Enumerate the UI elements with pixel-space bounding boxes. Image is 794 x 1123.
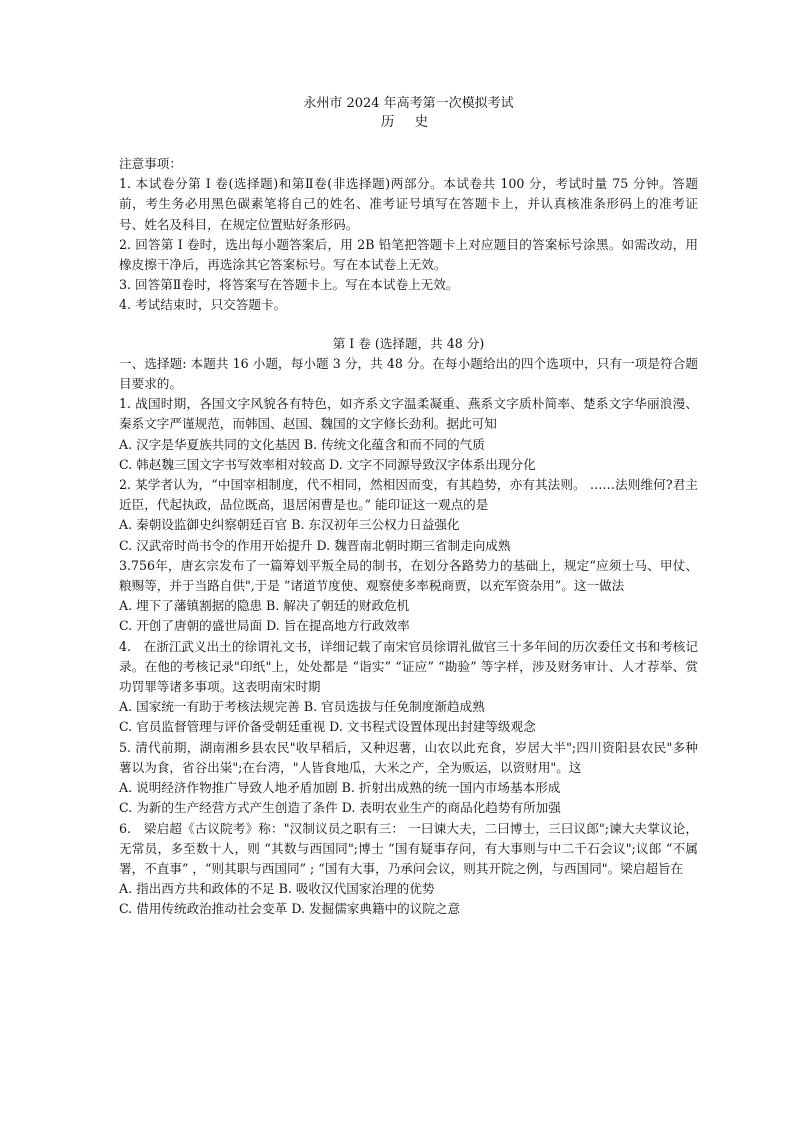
question-options: C. 韩赵魏三国文字书写效率相对较高 D. 文字不同源导致汉字体系出现分化 <box>119 456 536 472</box>
section-instruction: 一、选择题: 本题共 16 小题，每小题 3 分，共 48 分。在每小题给出的四个选项中，只有一项是符合题目要求的。 <box>119 355 698 392</box>
question-6 <box>119 819 698 920</box>
question-options: C. 为新的生产经营方式产生创造了条件 D. 表明农业生产的商品化趋势有所加强 <box>119 800 561 816</box>
question-options: A. 国家统一有助于考核法规完善 B. 官员选拔与任免制度渐趋成熟 <box>119 699 485 715</box>
question-options: A. 指出西方共和政体的不足 B. 吸收汉代国家治理的优势 <box>119 881 435 897</box>
question-2 <box>119 475 698 556</box>
question-stem: 3.756年，唐玄宗发布了一篇筹划平叛全局的制书，在划分各路势力的基础上，规定“应须士马、甲仗、粮赐等，并于当路自供",于是 “诸道节度使、观察使多率税商贾，以充军资杂用”。这一做法 <box>119 557 698 594</box>
question-options: A. 说明经济作物推广导致人地矛盾加剧 B. 折射出成熟的统一国内市场基本形成 <box>119 780 561 796</box>
question-stem: 5. 清代前期，湖南湘乡县农民"收早稻后，又种迟薯，山农以此充食，岁居大半";四川资阳县农民"多种薯以为食，省谷出粜";在台湾，"人皆食地瓜，大米之产，全为贩运，以资财用"。这 <box>119 739 698 775</box>
question-options: A. 埋下了藩镇割据的隐患 B. 解决了朝廷的财政危机 <box>119 598 410 614</box>
notice-item: 2. 回答第 I 卷时，选出每小题答案后，用 2B 铅笔把答题卡上对应题目的答案标号涂黑。如需改动，用橡皮擦干净后，再选涂其它答案标号。写在本试卷上无效。 <box>119 236 698 273</box>
question-4 <box>119 637 698 738</box>
exam-title: 永州市 2024 年高考第一次模拟考试 <box>303 96 514 111</box>
question-options: A. 汉字是华夏族共同的文化基因 B. 传统文化蕴含和而不同的气质 <box>119 436 485 452</box>
question-stem: 6. 梁启超《古议院考》称："汉制议员之职有三： 一曰谏大夫，二曰博士，三曰议郎";谏大夫掌议论，无常员，多至数十人，则 “其数与西国同";博士 “国有疑事存问，有大事则与中二千石会议";议郎 “不属署，不直事” ，“则其职与西国同” ; “国有大事，乃承问会议，则其开院之例，与西国同"。梁启超旨在 <box>119 820 698 876</box>
question-options: C. 开创了唐朝的盛世局面 D. 旨在提高地方行政效率 <box>119 618 410 634</box>
question-options: C. 汉武帝时尚书令的作用开始提升 D. 魏晋南北朝时期三省制走向成熟 <box>119 537 511 553</box>
subject-title: 历 史 <box>380 114 437 130</box>
notice-heading: 注意事项： <box>119 156 182 171</box>
question-stem: 4. 在浙江武义出土的徐谓礼文书，详细记载了南宋官员徐谓礼做官三十多年间的历次委任文书和考核记录。在他的考核记录"印纸"上，处处都是 “诣实” “证应” “勘验” 等字样，涉及财务审计、人才荐举、赏功罚罪等诸多事项。这表明南宋时期 <box>119 638 698 695</box>
question-options: C. 借用传统政治推动社会变革 D. 发掘儒家典籍中的议院之意 <box>119 901 461 917</box>
section-title: 第 I 卷 (选择题，共 48 分) <box>332 335 485 351</box>
question-options: A. 秦朝设监御史纠察朝廷百官 B. 东汉初年三公权力日益强化 <box>119 517 460 533</box>
question-stem: 2. 某学者认为，“中国宰相制度，代不相同，然相因而变，有其趋势，亦有其法则。 ……法则维何?君主近臣，代起执政，品位既高，退居闲曹是也。” 能印证这一观点的是 <box>119 477 698 513</box>
question-1 <box>119 394 698 475</box>
question-stem: 1. 战国时期，各国文字风貌各有特色，如齐系文字温柔凝重、燕系文字质朴简率、楚系文字华丽浪漫、秦系文字严谨规范，而韩国、赵国、魏国的文字修长劲利。据此可知 <box>119 396 698 432</box>
notice-item: 3. 回答第Ⅱ卷时，将答案写在答题卡上。写在本试卷上无效。 <box>119 277 459 293</box>
notice-item: 4. 考试结束时，只交答题卡。 <box>119 297 287 313</box>
notice-item: 1. 本试卷分第 I 卷(选择题)和第Ⅱ卷(非选择题)两部分。本试卷共 100 分，考试时量 75 分钟。答题前，考生务必用黑色碳素笔将自己的姓名、准考证号填写在答题卡上，并认真核准条形码上的准考证号、姓名及科目，在规定位置贴好条形码。 <box>119 176 698 232</box>
question-5 <box>119 738 698 819</box>
question-options: C. 官员监督管理与评价备受朝廷重视 D. 文书程式设置体现出封建等级观念 <box>119 719 536 735</box>
notice-block <box>119 154 698 316</box>
question-3 <box>119 556 698 637</box>
